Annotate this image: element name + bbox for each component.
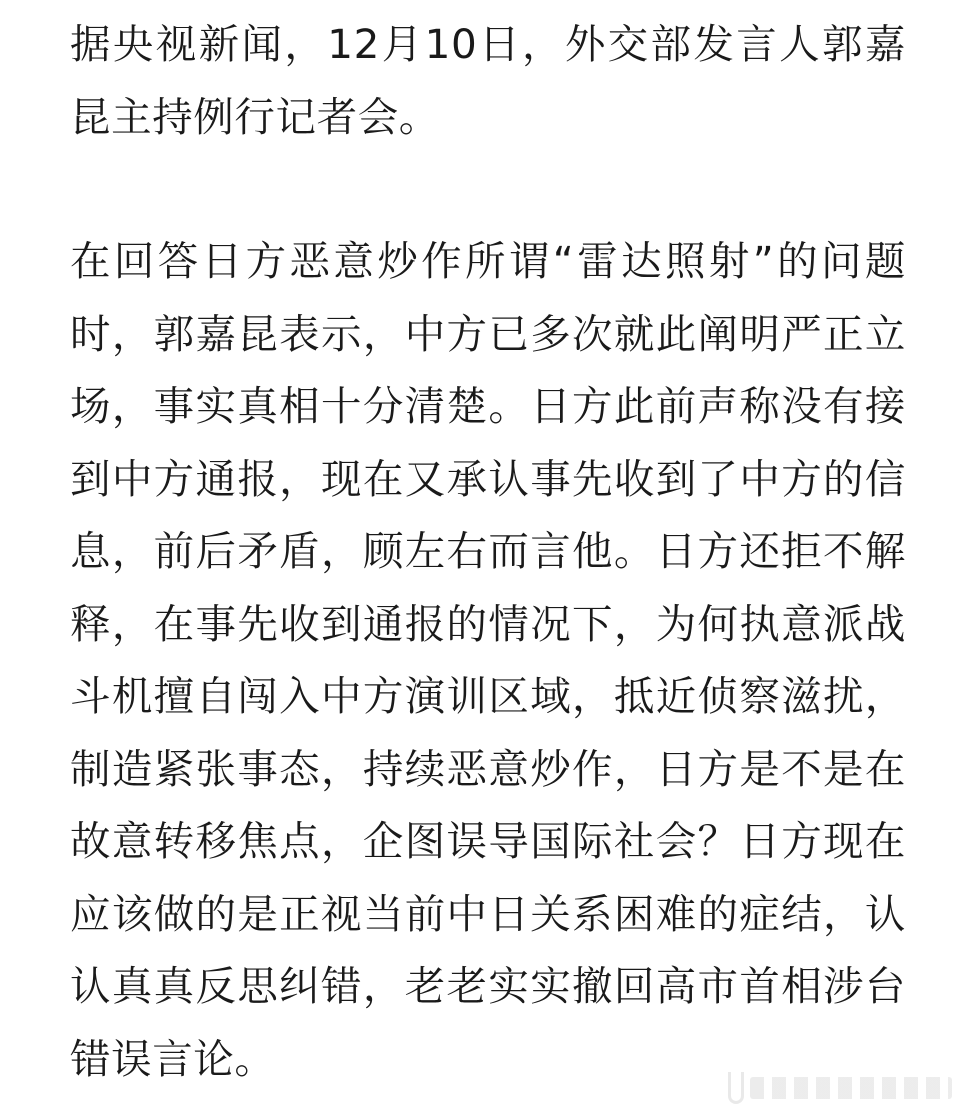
article-body [70,8,906,1095]
watermark [728,1068,952,1108]
paragraph-statement: 在回答日方恶意炒作所谓“雷达照射”的问题时，郭嘉昆表示，中方已多次就此阐明严正立场，事实真相十分清楚。日方此前声称没有接到中方通报，现在又承认事先收到了中方的信息，前后矛盾，顾左右而言他。日方还拒不解释，在事先收到通报的情况下，为何执意派战斗机擅自闯入中方演训区域，抵近侦察滋扰，制造紧张事态，持续恶意炒作，日方是不是在故意转移焦点，企图误导国际社会？日方现在应该做的是正视当前中日关系困难的症结，认认真真反思纠错，老老实实撤回高市首相涉台错误言论。 [70,237,906,1083]
watermark-text-blur [750,1077,952,1099]
watermark-logo-icon [728,1072,744,1104]
paragraph-intro: 据央视新闻，12月10日，外交部发言人郭嘉昆主持例行记者会。 [70,20,906,141]
